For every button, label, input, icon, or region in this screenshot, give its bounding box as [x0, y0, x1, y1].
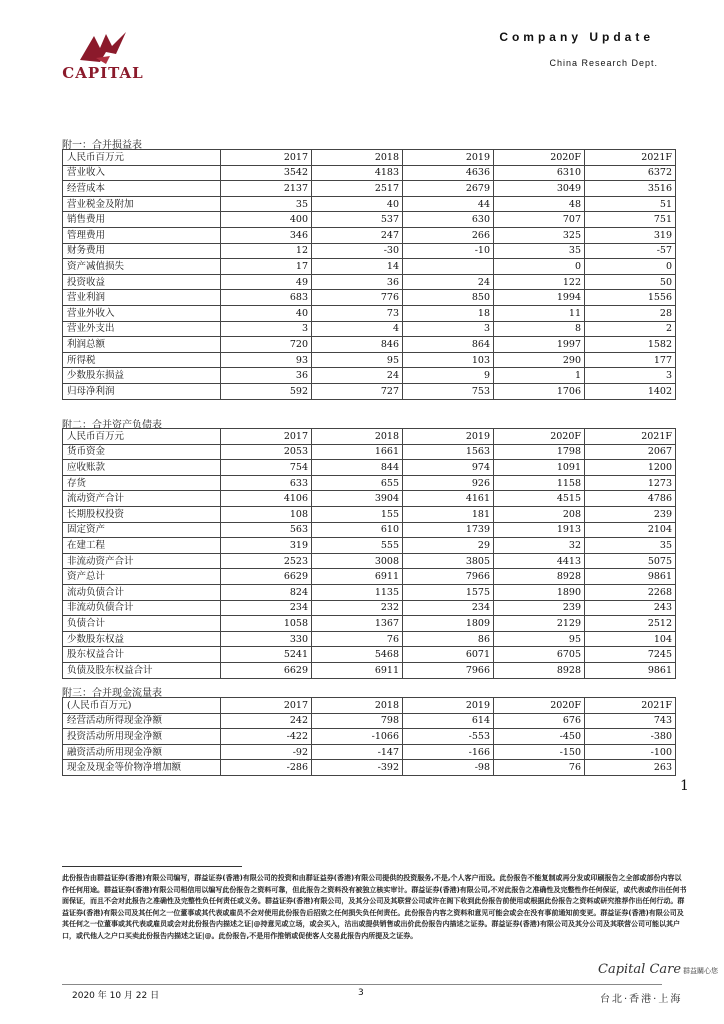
table-cell: 846	[312, 337, 403, 353]
table-header-row	[63, 150, 676, 166]
table-row	[63, 600, 676, 616]
logo-text: CAPITAL	[62, 64, 144, 82]
table-cell: 753	[403, 383, 494, 399]
table-cell: 73	[312, 305, 403, 321]
table-row	[63, 647, 676, 663]
page-number: 3	[358, 988, 364, 998]
table-cell: 40	[221, 305, 312, 321]
table-cell: -10	[403, 243, 494, 259]
table-row	[63, 444, 676, 460]
table-cell: 683	[221, 290, 312, 306]
year-header: 2017	[221, 150, 312, 166]
table-row	[63, 713, 676, 729]
balance-sheet-table	[62, 428, 676, 679]
table-cell: 2137	[221, 181, 312, 197]
table-cell: 108	[221, 506, 312, 522]
table-cell: 48	[494, 196, 585, 212]
table-row	[63, 181, 676, 197]
table-cell: 7966	[403, 662, 494, 678]
row-label: 投资活动所用现金净额	[63, 729, 221, 745]
table-cell: 76	[312, 631, 403, 647]
table-cell: 776	[312, 290, 403, 306]
balance-sheet-title: 附二：合并资产负债表	[62, 420, 162, 431]
row-label: 资产总计	[63, 569, 221, 585]
year-header: 2018	[312, 429, 403, 445]
table-cell: 1994	[494, 290, 585, 306]
table-header-row	[63, 698, 676, 714]
year-header: 2020F	[494, 698, 585, 714]
row-label: 归母净利润	[63, 383, 221, 399]
table-row	[63, 460, 676, 476]
table-cell: 5241	[221, 647, 312, 663]
table-row	[63, 227, 676, 243]
row-label: 销售费用	[63, 212, 221, 228]
year-header: 2019	[403, 429, 494, 445]
table-row	[63, 243, 676, 259]
table-row	[63, 584, 676, 600]
office-cities: 台北·香港·上海	[600, 994, 683, 1005]
table-cell: 864	[403, 337, 494, 353]
table-cell: 720	[221, 337, 312, 353]
row-label: 长期股权投资	[63, 506, 221, 522]
table-cell: 8928	[494, 569, 585, 585]
table-cell: 95	[494, 631, 585, 647]
table-row	[63, 290, 676, 306]
table-cell: 1890	[494, 584, 585, 600]
table-cell: 24	[403, 274, 494, 290]
table-row	[63, 553, 676, 569]
table-cell: 592	[221, 383, 312, 399]
row-label: 负债及股东权益合计	[63, 662, 221, 678]
table-row	[63, 491, 676, 507]
row-label: 存货	[63, 475, 221, 491]
table-cell: -286	[221, 760, 312, 776]
row-label: 货币资金	[63, 444, 221, 460]
row-label: 投资收益	[63, 274, 221, 290]
table-row	[63, 616, 676, 632]
year-header: 2017	[221, 429, 312, 445]
table-cell: 743	[585, 713, 676, 729]
year-header: 2017	[221, 698, 312, 714]
table-cell: 630	[403, 212, 494, 228]
table-row	[63, 475, 676, 491]
table-cell: 707	[494, 212, 585, 228]
table-cell: 1582	[585, 337, 676, 353]
table-cell: 4183	[312, 165, 403, 181]
table-cell: 24	[312, 368, 403, 384]
table-cell: 4106	[221, 491, 312, 507]
table-cell: 35	[585, 538, 676, 554]
table-header-row	[63, 429, 676, 445]
table-cell: 208	[494, 506, 585, 522]
row-label: 非流动资产合计	[63, 553, 221, 569]
table-cell: 319	[221, 538, 312, 554]
table-cell: -422	[221, 729, 312, 745]
table-cell: 1739	[403, 522, 494, 538]
row-label: 经营成本	[63, 181, 221, 197]
row-label: 营业外支出	[63, 321, 221, 337]
table-cell: 247	[312, 227, 403, 243]
table-cell: 844	[312, 460, 403, 476]
table-cell: 12	[221, 243, 312, 259]
table-cell: 7245	[585, 647, 676, 663]
income-statement-title: 附一：合并损益表	[62, 140, 142, 151]
footnote-divider	[62, 866, 242, 867]
table-cell: 6071	[403, 647, 494, 663]
table-row	[63, 760, 676, 776]
table-cell: 36	[312, 274, 403, 290]
year-header: 2019	[403, 150, 494, 166]
table-row	[63, 569, 676, 585]
table-cell: 2268	[585, 584, 676, 600]
table-cell: 2067	[585, 444, 676, 460]
table-cell: 319	[585, 227, 676, 243]
table-row	[63, 744, 676, 760]
row-label: 流动负债合计	[63, 584, 221, 600]
table-cell: 7966	[403, 569, 494, 585]
table-cell: 9	[403, 368, 494, 384]
table-cell: 6705	[494, 647, 585, 663]
table-cell: 4	[312, 321, 403, 337]
table-cell: 18	[403, 305, 494, 321]
table-cell: 1913	[494, 522, 585, 538]
table-cell: 1158	[494, 475, 585, 491]
table-cell: 1058	[221, 616, 312, 632]
table-cell: 1706	[494, 383, 585, 399]
table-cell: 614	[403, 713, 494, 729]
table-cell: 4413	[494, 553, 585, 569]
table-cell: 1575	[403, 584, 494, 600]
company-logo	[62, 30, 144, 82]
table-cell: 346	[221, 227, 312, 243]
year-header: 2020F	[494, 429, 585, 445]
table-cell: 3	[221, 321, 312, 337]
row-label: 营业利润	[63, 290, 221, 306]
table-cell: 40	[312, 196, 403, 212]
row-label: 营业外收入	[63, 305, 221, 321]
row-label: 营业税金及附加	[63, 196, 221, 212]
table-cell: 5075	[585, 553, 676, 569]
table-cell: 6372	[585, 165, 676, 181]
table-row	[63, 259, 676, 275]
department: China Research Dept.	[549, 58, 658, 68]
table-row	[63, 196, 676, 212]
table-cell: 76	[494, 760, 585, 776]
table-cell: 239	[494, 600, 585, 616]
table-cell: 754	[221, 460, 312, 476]
row-label: 财务费用	[63, 243, 221, 259]
row-label: 少数股东损益	[63, 368, 221, 384]
table-cell: 655	[312, 475, 403, 491]
table-cell: 1556	[585, 290, 676, 306]
unit-label: 人民币百万元	[63, 429, 221, 445]
unit-label: 人民币百万元	[63, 150, 221, 166]
table-cell: 2129	[494, 616, 585, 632]
table-cell: -30	[312, 243, 403, 259]
table-row	[63, 506, 676, 522]
year-header: 2020F	[494, 150, 585, 166]
table-cell: -392	[312, 760, 403, 776]
table-cell: 1798	[494, 444, 585, 460]
table-cell: 4786	[585, 491, 676, 507]
year-header: 2018	[312, 698, 403, 714]
row-label: 固定资产	[63, 522, 221, 538]
table-row	[63, 321, 676, 337]
table-cell: 29	[403, 538, 494, 554]
table-cell: 2679	[403, 181, 494, 197]
table-cell: 6911	[312, 662, 403, 678]
table-cell: 727	[312, 383, 403, 399]
table-cell: -147	[312, 744, 403, 760]
table-row	[63, 212, 676, 228]
table-cell: 610	[312, 522, 403, 538]
table-row	[63, 337, 676, 353]
footer-divider	[62, 984, 662, 985]
table-cell: 1091	[494, 460, 585, 476]
table-cell: -57	[585, 243, 676, 259]
year-header: 2021F	[585, 429, 676, 445]
table-cell: 8928	[494, 662, 585, 678]
table-cell: 6629	[221, 662, 312, 678]
table-cell: 8	[494, 321, 585, 337]
table-cell: 3	[403, 321, 494, 337]
table-cell: 1	[494, 368, 585, 384]
table-cell: 1367	[312, 616, 403, 632]
table-cell: 824	[221, 584, 312, 600]
row-label: 负债合计	[63, 616, 221, 632]
table-cell: 6911	[312, 569, 403, 585]
table-cell: 181	[403, 506, 494, 522]
year-header: 2019	[403, 698, 494, 714]
year-header: 2018	[312, 150, 403, 166]
table-cell: 4636	[403, 165, 494, 181]
row-label: 现金及现金等价物净增加额	[63, 760, 221, 776]
table-row	[63, 368, 676, 384]
table-cell: -150	[494, 744, 585, 760]
table-cell: 11	[494, 305, 585, 321]
table-row	[63, 165, 676, 181]
table-cell: -1066	[312, 729, 403, 745]
table-cell: 104	[585, 631, 676, 647]
table-cell: 537	[312, 212, 403, 228]
table-cell: 266	[403, 227, 494, 243]
table-cell: 3805	[403, 553, 494, 569]
table-cell: 232	[312, 600, 403, 616]
table-cell: 177	[585, 352, 676, 368]
table-cell: 243	[585, 600, 676, 616]
table-cell: 1135	[312, 584, 403, 600]
table-cell: 330	[221, 631, 312, 647]
table-cell: 44	[403, 196, 494, 212]
table-cell: 798	[312, 713, 403, 729]
table-cell: 3049	[494, 181, 585, 197]
table-cell: -100	[585, 744, 676, 760]
report-date: 2020 年 10 月 22 日	[72, 991, 160, 1001]
table-cell: 400	[221, 212, 312, 228]
table-cell: 4515	[494, 491, 585, 507]
logo-bird-icon	[76, 30, 130, 66]
table-cell: 263	[585, 760, 676, 776]
table-cell: 103	[403, 352, 494, 368]
table-cell: 3904	[312, 491, 403, 507]
table-cell: 9861	[585, 569, 676, 585]
row-label: 利润总额	[63, 337, 221, 353]
table-cell: 32	[494, 538, 585, 554]
table-cell: 14	[312, 259, 403, 275]
table-cell: 36	[221, 368, 312, 384]
table-cell: 49	[221, 274, 312, 290]
table-cell: -92	[221, 744, 312, 760]
table-cell: 3542	[221, 165, 312, 181]
brand-en: Capital Care	[598, 962, 682, 977]
table-row	[63, 383, 676, 399]
cash-flow-title: 附三：合并现金流量表	[62, 688, 162, 699]
table-cell: 1661	[312, 444, 403, 460]
row-label: 经营活动所得现金净额	[63, 713, 221, 729]
table-cell: 1273	[585, 475, 676, 491]
table-cell	[403, 259, 494, 275]
table-cell: 28	[585, 305, 676, 321]
table-cell: 676	[494, 713, 585, 729]
table-cell: 2104	[585, 522, 676, 538]
table-cell: -166	[403, 744, 494, 760]
year-header: 2021F	[585, 698, 676, 714]
row-label: 管理费用	[63, 227, 221, 243]
table-cell: 6629	[221, 569, 312, 585]
table-cell: 35	[494, 243, 585, 259]
table-row	[63, 352, 676, 368]
table-cell: -553	[403, 729, 494, 745]
table-row	[63, 631, 676, 647]
row-label: 营业收入	[63, 165, 221, 181]
table-cell: 234	[403, 600, 494, 616]
report-type: Company Update	[499, 30, 654, 44]
table-cell: 93	[221, 352, 312, 368]
row-label: 在建工程	[63, 538, 221, 554]
table-cell: 0	[585, 259, 676, 275]
table-row	[63, 522, 676, 538]
row-label: 融资活动所用现金净额	[63, 744, 221, 760]
table-cell: 926	[403, 475, 494, 491]
table-cell: 242	[221, 713, 312, 729]
table-cell: 51	[585, 196, 676, 212]
table-cell: 50	[585, 274, 676, 290]
table-cell: 850	[403, 290, 494, 306]
row-label: 资产减值损失	[63, 259, 221, 275]
table-cell: 234	[221, 600, 312, 616]
table-cell: 239	[585, 506, 676, 522]
table-cell: 3	[585, 368, 676, 384]
table-cell: 6310	[494, 165, 585, 181]
table-row	[63, 274, 676, 290]
row-label: 流动资产合计	[63, 491, 221, 507]
table-cell: 1563	[403, 444, 494, 460]
table-cell: 95	[312, 352, 403, 368]
income-statement-table	[62, 149, 676, 400]
table-cell: 2053	[221, 444, 312, 460]
table-cell: 633	[221, 475, 312, 491]
table-cell: -98	[403, 760, 494, 776]
table-cell: 17	[221, 259, 312, 275]
row-label: 股东权益合计	[63, 647, 221, 663]
table-cell: 3008	[312, 553, 403, 569]
disclaimer-text: 此份报告由群益证券(香港)有限公司编写，群益证券(香港)有限公司的投资和由群证益券(香港)有限公司提供的投资服务,不是,个人客户而设。此份报告不能复制或再分发或印刷报告之全部或部份内容以作任何用途。群益证券(香港)有限公司相信用以编写此份报告之资料可靠，但此报告之资料没有被独立核实审计。群益证券(香港)有限公司,不对此报告之准确性及完整性作任何保证，或代表或作出任何书面保证，而且不会对此报告之准确性及完整性负任何责任或义务。群益证券(香港)有限公司，及其分公司及其联营公司或许在阁下收到此份报告前使用或根据此份报告之资料或研究推荐作出任何行动。群益证券(香港)有限公司及其任何之一位董事或其代表或雇员不会对使用此份报告后招致之任何损失负任何责任。此份报告内容之资料和意见可能会或会在没有事前通知前变更。群益证券(香港)有限公司及其任何之一位董事或其代表或雇员或会对此份报告内描述之证|@持意见或立场，或会买入，沽出或提供销售或出价此份报告内描述之证券。群益证券(香港)有限公司及其分公司及其联营公司可能以其户口，或代他人之户口买卖此份报告内描述之证|@。此份报告,不是用作推销或促使客人交易此报告内所提及之证券。	[62, 874, 687, 940]
table-cell: 2512	[585, 616, 676, 632]
table-cell: 9861	[585, 662, 676, 678]
page-mark: 1	[680, 778, 689, 794]
table-cell: 2523	[221, 553, 312, 569]
table-cell: 290	[494, 352, 585, 368]
table-cell: 155	[312, 506, 403, 522]
table-cell: 0	[494, 259, 585, 275]
row-label: 非流动负债合计	[63, 600, 221, 616]
row-label: 少数股东权益	[63, 631, 221, 647]
table-cell: 563	[221, 522, 312, 538]
table-cell: 86	[403, 631, 494, 647]
year-header: 2021F	[585, 150, 676, 166]
table-cell: 5468	[312, 647, 403, 663]
table-cell: 2	[585, 321, 676, 337]
table-cell: 1200	[585, 460, 676, 476]
table-cell: 35	[221, 196, 312, 212]
capital-care-logo	[598, 962, 718, 977]
table-row	[63, 662, 676, 678]
table-cell: -380	[585, 729, 676, 745]
brand-cn: 群益關心您	[683, 967, 719, 975]
cash-flow-table	[62, 697, 676, 776]
table-cell: 4161	[403, 491, 494, 507]
table-cell: -450	[494, 729, 585, 745]
table-row	[63, 305, 676, 321]
table-cell: 2517	[312, 181, 403, 197]
row-label: 应收账款	[63, 460, 221, 476]
table-cell: 555	[312, 538, 403, 554]
table-cell: 3516	[585, 181, 676, 197]
table-cell: 1402	[585, 383, 676, 399]
table-cell: 1997	[494, 337, 585, 353]
table-cell: 974	[403, 460, 494, 476]
table-cell: 751	[585, 212, 676, 228]
table-row	[63, 538, 676, 554]
table-cell: 325	[494, 227, 585, 243]
table-cell: 122	[494, 274, 585, 290]
unit-label: (人民币百万元)	[63, 698, 221, 714]
table-row	[63, 729, 676, 745]
table-cell: 1809	[403, 616, 494, 632]
row-label: 所得税	[63, 352, 221, 368]
